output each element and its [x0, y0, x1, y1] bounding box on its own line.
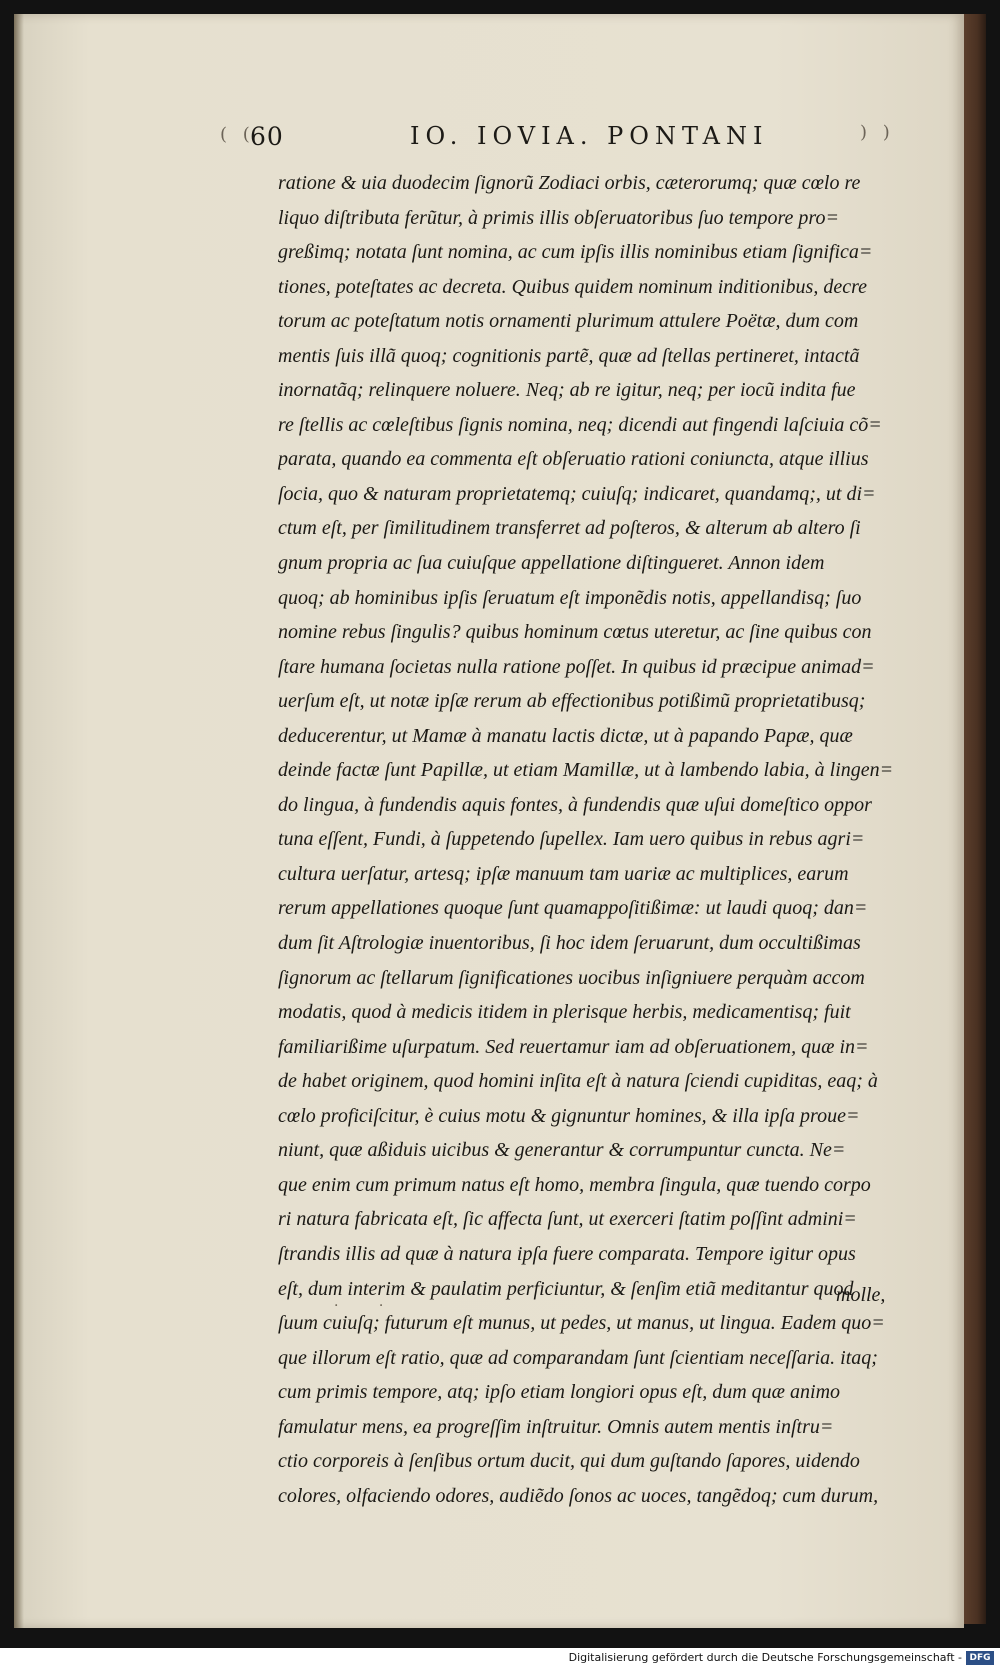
text-line: que enim cum primum natus eſt homo, membra ſingula, quæ tuendo corpo [278, 1173, 871, 1196]
text-line: cœlo proficiſcitur, è cuius motu & gignuntur homines, & illa ipſa proue= [278, 1104, 860, 1127]
text-line: ſignorum ac ſtellarum ſignificationes uocibus inſigniuere perquàm accom [278, 966, 865, 989]
text-line: deducerentur, ut Mamæ à manatu lactis dictæ, ut à papando Papæ, quæ [278, 724, 853, 747]
text-line: colores, olfaciendo odores, audiẽdo ſonos ac uoces, tangẽdoq; cum durum, [278, 1484, 879, 1507]
page-header [220, 122, 900, 158]
gutter-shadow [14, 14, 24, 1628]
text-line: cum primis tempore, atq; ipſo etiam longiori opus eſt, dum quæ animo [278, 1381, 841, 1404]
text-line: ctio corporeis à ſenſibus ortum ducit, qui dum guſtando ſapores, uidendo [278, 1450, 860, 1473]
text-line: gnum propria ac ſua cuiuſque appellatione diſtingueret. Annon idem [278, 552, 825, 575]
text-line: re ſtellis ac cœleſtibus ſignis nomina, neq; dicendi aut fingendi laſciuia cõ= [278, 413, 882, 436]
text-line: que illorum eſt ratio, quæ ad comparandam ſunt ſcientiam neceſſaria. itaq; [278, 1346, 878, 1369]
text-line: ctum eſt, per ſimilitudinem transferret ad poſteros, & alterum ab altero ſi [278, 517, 861, 540]
text-line: liquo diſtributa ferũtur, à primis illis obſeruatoribus ſuo tempore pro= [278, 206, 839, 229]
text-line: famulatur mens, ea progreſſim inſtruitur. Omnis autem mentis inſtru= [278, 1415, 834, 1438]
dfg-logo: DFG [966, 1651, 994, 1665]
page-number: 60 [250, 122, 284, 151]
text-line: eſt, dum interim & paulatim perficiuntur, & ſenſim etiã meditantur quod [278, 1277, 854, 1300]
text-line: ſocia, quo & naturam proprietatemq; cuiuſq; indicaret, quandamq;, ut di= [278, 482, 876, 505]
text-line: quoq; ab hominibus ipſis ſeruatum eſt imponẽdis notis, appellandisq; ſuo [278, 586, 862, 609]
page-edge [964, 14, 986, 1624]
text-line: deinde factæ ſunt Papillæ, ut etiam Mamillæ, ut à lambendo labia, à lingen= [278, 759, 894, 782]
text-line: modatis, quod à medicis itidem in plerisque herbis, medicamentisq; fuit [278, 1001, 851, 1024]
footer-bar [0, 1648, 1000, 1668]
header-ornament-right: ) ) [860, 122, 895, 143]
text-line: dum ſit Aſtrologiæ inuentoribus, ſi hoc idem ſeruarunt, dum occultißimas [278, 932, 861, 955]
text-line: ri natura fabricata eſt, ſic affecta ſunt, ut exerceri ſtatim poſſint admini= [278, 1208, 857, 1231]
text-line: ſtrandis illis ad quæ à natura ipſa fuere comparata. Tempore igitur opus [278, 1242, 856, 1265]
catchword: molle, [836, 1284, 886, 1306]
text-line: nomine rebus ſingulis? quibus hominum cœtus uteretur, ac ſine quibus con [278, 621, 872, 644]
bottom-marks: · · [334, 1298, 402, 1314]
header-ornament-left: ( ( [220, 124, 255, 145]
text-line: familiarißime uſurpatum. Sed reuertamur iam ad obſeruationem, quæ in= [278, 1035, 869, 1058]
text-line: ſuum cuiuſq; futurum eſt munus, ut pedes, ut manus, ut lingua. Eadem quo= [278, 1312, 885, 1335]
text-line: rerum appellationes quoque ſunt quamappoſitißimæ: ut laudi quoq; dan= [278, 897, 868, 920]
text-line: ſtare humana ſocietas nulla ratione poſſet. In quibus id præcipue animad= [278, 655, 875, 678]
text-line: ratione & uia duodecim ſignorũ Zodiaci orbis, cæterorumq; quæ cœlo re [278, 172, 861, 194]
text-line: niunt, quæ aßiduis uicibus & generantur & corrumpuntur cuncta. Ne= [278, 1139, 846, 1162]
text-line: tiones, poteſtates ac decreta. Quibus quidem nominum inditionibus, decre [278, 275, 867, 298]
text-line: greßimq; notata ſunt nomina, ac cum ipſis illis nominibus etiam ſignifica= [278, 241, 873, 264]
running-title: IO. IOVIA. PONTANI [410, 122, 769, 150]
text-line: tuna eſſent, Fundi, à ſuppetendo ſupellex. Iam uero quibus in rebus agri= [278, 828, 865, 851]
text-line: do lingua, à fundendis aquis fontes, à fundendis quæ uſui domeſtico oppor [278, 793, 872, 816]
text-line: de habet originem, quod homini inſita eſt à natura ſciendi cupiditas, eaq; à [278, 1070, 878, 1093]
text-line: cultura uerſatur, artesq; ipſæ manuum tam uariæ ac multiplices, earum [278, 862, 849, 885]
text-line: uerſum eſt, ut notæ ipſæ rerum ab effectionibus potißimũ proprietatibusq; [278, 690, 866, 713]
text-line: inornatãq; relinquere noluere. Neq; ab re igitur, neq; per iocũ indita fue [278, 379, 856, 402]
text-line: torum ac poteſtatum notis ornamenti plurimum attulere Poëtæ, dum com [278, 310, 859, 333]
footer-credit: Digitalisierung gefördert durch die Deutsche Forschungsgemeinschaft - [568, 1651, 962, 1664]
text-line: parata, quando ea commenta eſt obſeruatio rationi coniuncta, atque illius [278, 448, 869, 471]
text-line: mentis ſuis illã quoq; cognitionis partẽ, quæ ad ſtellas pertineret, intactã [278, 344, 860, 367]
